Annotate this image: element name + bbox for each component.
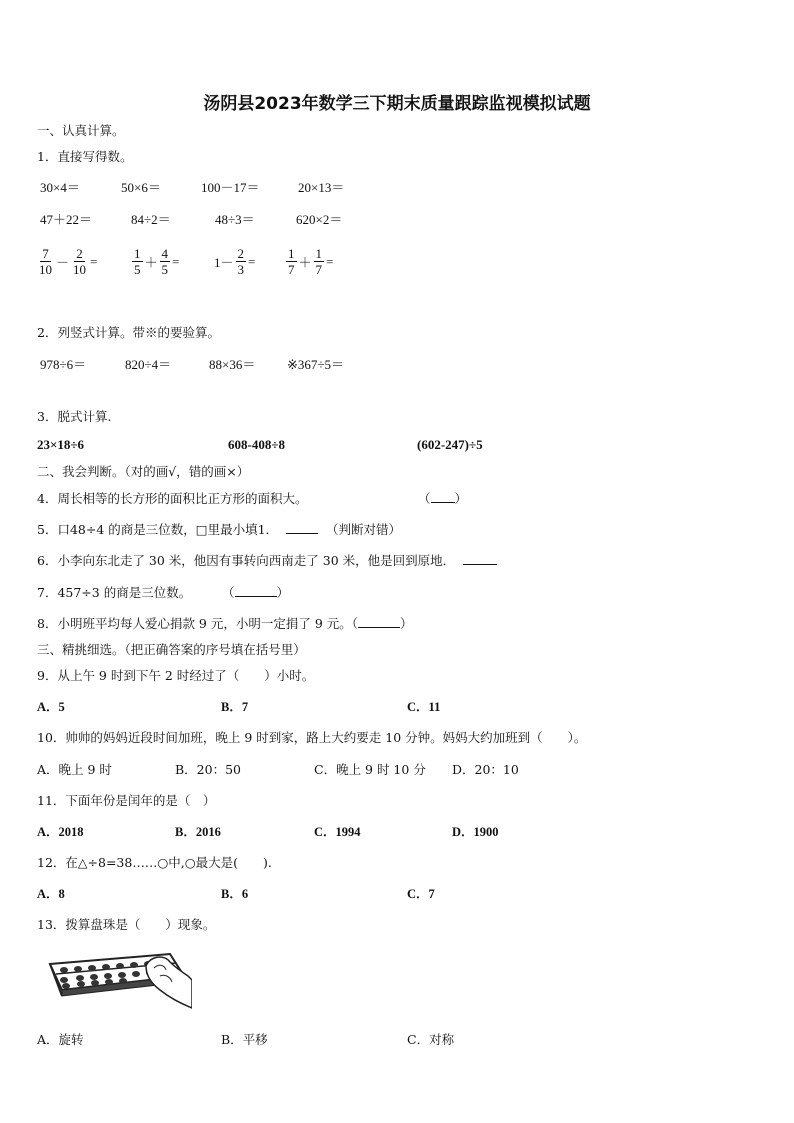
abacus-hand-illustration	[42, 946, 192, 1016]
calc-item: 23×18÷6	[37, 437, 85, 452]
option-b[interactable]: B．平移	[221, 1032, 268, 1047]
operator: ＋	[144, 255, 158, 270]
answer-blank[interactable]	[286, 533, 318, 534]
denominator: 3	[237, 262, 245, 277]
fraction	[71, 246, 88, 277]
option-a[interactable]: A．旋转	[37, 1032, 84, 1047]
option-b[interactable]: B．6	[221, 887, 249, 901]
paren-open: （	[418, 491, 431, 506]
answer-blank[interactable]	[358, 627, 400, 628]
option-c[interactable]: C．11	[407, 700, 441, 714]
denominator: 7	[315, 262, 323, 277]
question-1-label: 1．直接写得数。	[37, 149, 133, 164]
option-b[interactable]: B．20：50	[175, 762, 241, 777]
numerator: 7	[42, 246, 49, 261]
answer-blank[interactable]	[431, 502, 455, 503]
leading-term: 1－	[214, 255, 234, 270]
paren-open: （	[222, 585, 235, 600]
option-a[interactable]: A．5	[37, 700, 65, 714]
fraction	[132, 246, 143, 277]
calc-item: 608-408÷8	[228, 437, 285, 452]
calc-item: 48÷3＝	[215, 212, 255, 227]
answer-blank[interactable]	[235, 596, 277, 597]
question-text: 8．小明班平均每人爱心捐款 9 元，小明一定捐了 9 元。	[37, 616, 352, 631]
question-text: 7．457÷3 的商是三位数。	[37, 585, 192, 600]
fraction	[37, 246, 54, 277]
question-13: 13．拨算盘珠是（ ）现象。	[37, 917, 216, 932]
answer-blank[interactable]	[463, 564, 497, 565]
fraction-expression-4	[286, 246, 335, 277]
option-b[interactable]: B．2016	[175, 825, 221, 839]
section-heading-1: 一、认真计算。	[37, 123, 125, 138]
calc-item: 20×13＝	[298, 180, 345, 195]
calc-item: 47＋22＝	[40, 212, 93, 227]
question-4	[37, 489, 307, 507]
section-heading-2: 二、我会判断。（对的画√，错的画×）	[37, 464, 250, 479]
question-text: 5．口48÷4 的商是三位数，□里最小填1．	[37, 522, 279, 537]
denominator: 5	[134, 262, 141, 277]
equals-sign: =	[248, 253, 256, 269]
calc-item: 88×36＝	[209, 357, 256, 372]
numerator: 2	[76, 246, 83, 261]
option-c[interactable]: C．7	[407, 887, 435, 901]
denominator: 7	[288, 262, 295, 277]
numerator: 1	[315, 246, 323, 261]
page-title: 汤阴县2023年数学三下期末质量跟踪监视模拟试题	[203, 94, 591, 114]
calc-item: 100－17＝	[201, 180, 260, 195]
option-c[interactable]: C．1994	[314, 825, 361, 839]
denominator: 10	[73, 262, 87, 277]
fraction-expression-2	[132, 246, 181, 277]
fraction	[236, 246, 247, 277]
calc-item: ※367÷5＝	[287, 357, 345, 372]
question-2-label: 2．列竖式计算。带※的要验算。	[37, 325, 220, 340]
question-suffix: （判断对错）	[326, 522, 402, 537]
option-a[interactable]: A．晚上 9 时	[37, 762, 112, 777]
question-3-label: 3．脱式计算.	[37, 409, 112, 424]
numerator: 2	[237, 246, 245, 261]
question-7	[37, 583, 191, 601]
option-b[interactable]: B．7	[221, 700, 249, 714]
question-6	[37, 551, 497, 569]
paren-close: ）	[454, 491, 468, 506]
option-a[interactable]: A．2018	[37, 825, 84, 839]
answer-paren[interactable]	[418, 489, 467, 507]
option-d[interactable]: D．20：10	[452, 762, 519, 777]
denominator: 5	[161, 262, 169, 277]
calc-item: 30×4＝	[40, 180, 80, 195]
question-text: 6．小李向东北走了 30 米，他因有事转向西南走了 30 米，他是回到原地．	[37, 553, 456, 568]
section-heading-3: 三、精挑细选。（把正确答案的序号填在括号里）	[37, 642, 306, 657]
calc-item: 820÷4＝	[125, 357, 172, 372]
fraction	[160, 246, 171, 277]
option-c[interactable]: C．对称	[407, 1032, 455, 1047]
question-10: 10．帅帅的妈妈近段时间加班，晚上 9 时到家，路上大约要走 10 分钟。妈妈大约加班到（ ）。	[37, 730, 587, 745]
option-a[interactable]: A．8	[37, 887, 65, 901]
fraction	[286, 246, 297, 277]
numerator: 1	[134, 246, 141, 261]
question-12: 12．在△÷8=38……○中,○最大是( ).	[37, 855, 272, 870]
calc-item: 620×2＝	[296, 212, 343, 227]
denominator: 10	[39, 262, 52, 277]
operator: ＋	[298, 255, 312, 270]
calc-item: 50×6＝	[121, 180, 161, 195]
fraction-expression-1	[37, 246, 99, 277]
numerator: 1	[288, 246, 295, 261]
question-11: 11．下面年份是闰年的是（ ）	[37, 793, 216, 808]
fraction	[314, 246, 325, 277]
operator: －	[56, 255, 70, 270]
equals-sign: =	[172, 253, 180, 269]
option-c[interactable]: C．晚上 9 时 10 分	[314, 762, 426, 777]
paren-close: ）	[276, 585, 290, 600]
equals-sign: =	[326, 253, 334, 269]
question-8	[37, 614, 413, 632]
question-9: 9．从上午 9 时到下午 2 时经过了（ ）小时。	[37, 668, 315, 683]
question-5	[37, 520, 401, 538]
paren-close: ）	[400, 616, 413, 631]
numerator: 4	[161, 246, 169, 261]
equals-sign: =	[90, 253, 98, 269]
paren-open: （	[351, 616, 359, 631]
calc-item: 978÷6＝	[40, 357, 87, 372]
answer-paren[interactable]	[222, 583, 289, 601]
question-text: 4．周长相等的长方形的面积比正方形的面积大。	[37, 491, 308, 506]
fraction-expression-3	[212, 246, 257, 277]
option-d[interactable]: D．1900	[452, 825, 499, 839]
calc-item: 84÷2＝	[131, 212, 171, 227]
calc-item: (602-247)÷5	[417, 437, 483, 452]
